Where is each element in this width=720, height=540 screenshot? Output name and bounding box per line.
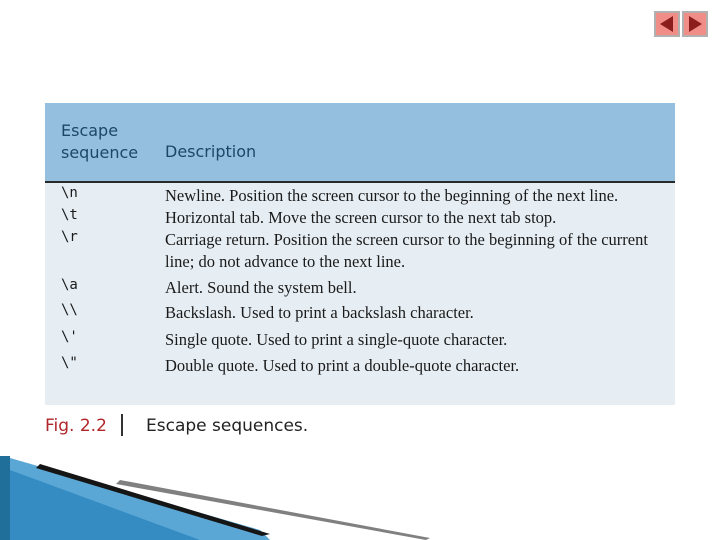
table-row [45,207,675,229]
header-rule [45,181,675,183]
escape-description: Single quote. Used to print a single-quote character. [165,330,508,349]
previous-slide-button[interactable] [654,11,680,37]
figure-title: Escape sequences. [146,416,309,436]
escape-code: \n [61,185,78,201]
escape-code: \r [61,229,78,245]
caption-divider [121,414,123,436]
next-slide-button[interactable] [682,11,708,37]
escape-description: Carriage return. Position the screen cursor to the beginning of the current line; do not advance to the next line. [165,230,648,271]
table-row [45,355,675,379]
escape-sequence-table [45,103,675,405]
escape-description: Horizontal tab. Move the screen cursor to the next tab stop. [165,208,557,227]
escape-code: \t [61,207,78,223]
escape-code: \' [61,329,78,345]
table-row [45,329,675,355]
header-description: Description [165,142,257,161]
escape-code: \" [61,355,78,371]
escape-description: Newline. Position the screen cursor to the beginning of the next line. [165,186,619,205]
table-row [45,302,675,329]
slide-decoration [0,450,470,540]
triangle-left-icon [656,13,678,35]
escape-description: Backslash. Used to print a backslash character. [165,303,474,322]
table-header [45,103,675,181]
escape-description: Alert. Sound the system bell. [165,278,357,297]
table-row [45,185,675,207]
header-escape-sequence: Escape sequence [61,121,139,162]
escape-code: \\ [61,302,78,318]
triangle-right-icon [684,13,706,35]
table-row [45,229,675,277]
table-body [45,185,675,379]
table-row [45,277,675,302]
escape-code: \a [61,277,78,293]
escape-description: Double quote. Used to print a double-quote character. [165,356,520,375]
figure-number: Fig. 2.2 [45,416,107,436]
